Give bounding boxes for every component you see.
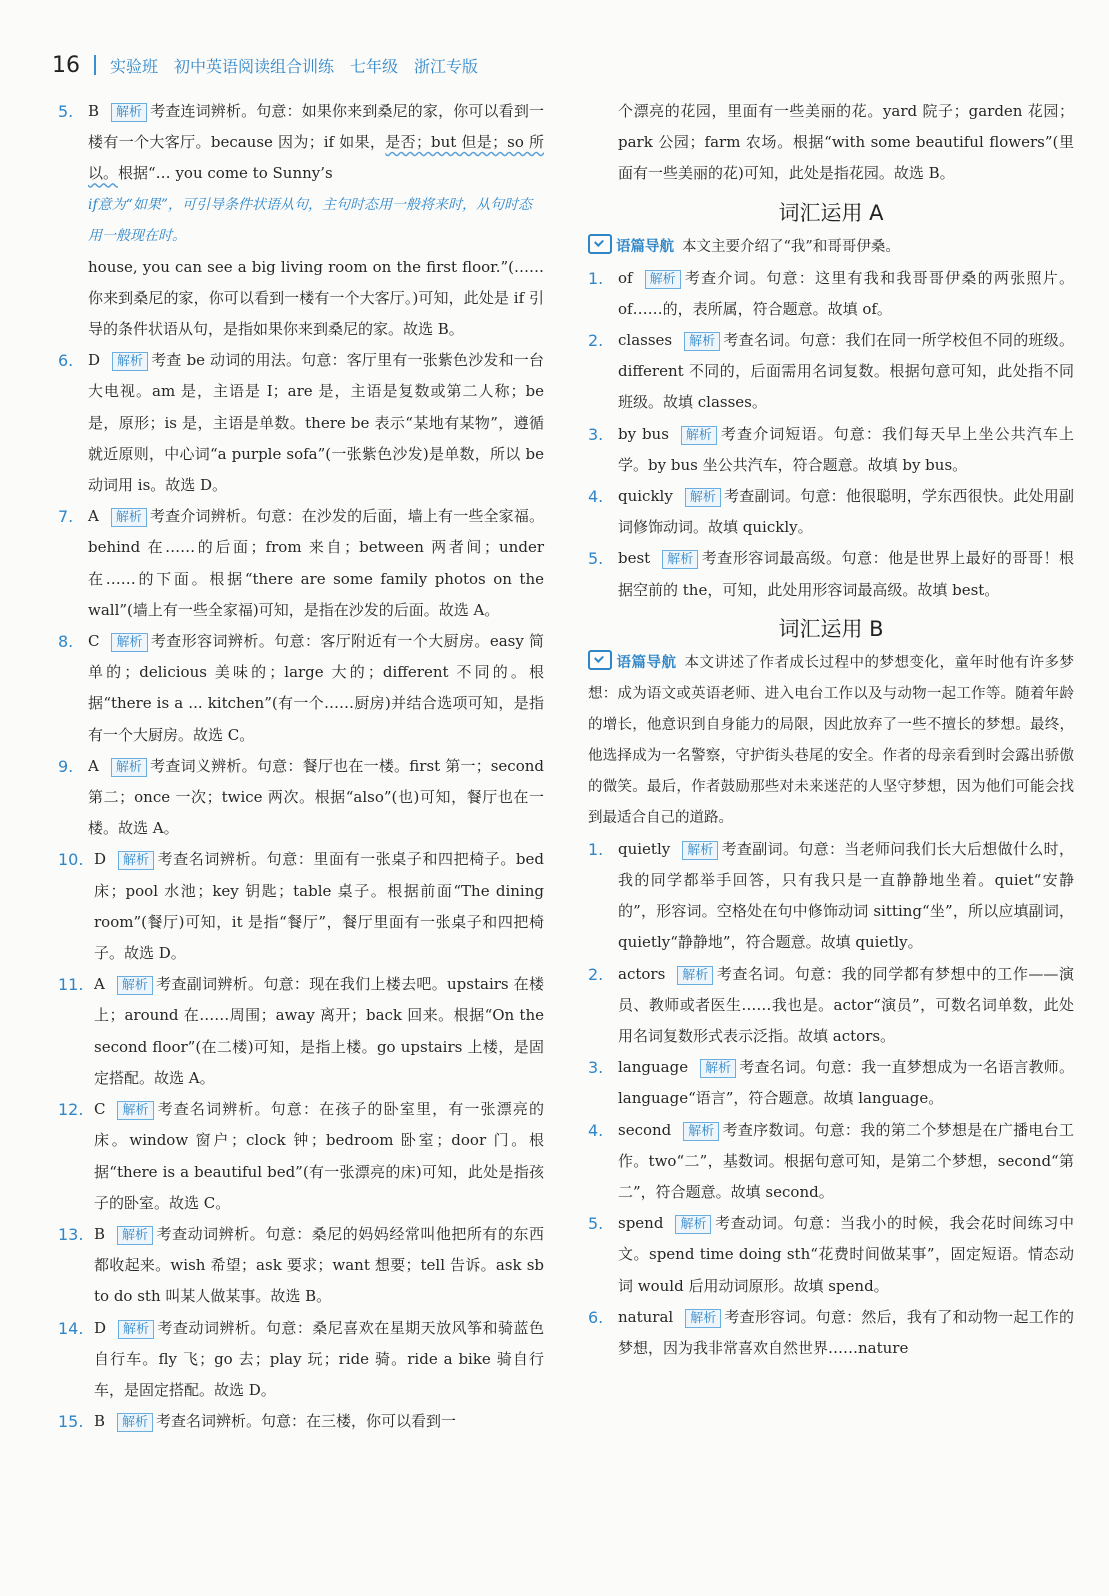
item-text: 考查介词短语。句意：我们每天早上坐公共汽车上学。by bus 坐公共汽车，符合题意。故填 by bus。 bbox=[618, 424, 1074, 474]
analysis-tag: 解析 bbox=[675, 1215, 711, 1234]
item-answer: D bbox=[88, 351, 101, 370]
guide-text: 本文讲述了作者成长过程中的梦想变化，童年时他有许多梦想：成为语文或英语老师、进入电台工作以及与动物一起工作等。随着年龄的增长，他意识到自身能力的局限，因此放弃了一些不擅长的梦想。最终，他选择成为一名警察，守护街头巷尾的安全。作者的母亲看到时会露出骄傲的微笑。最后，作者鼓励那些对未来迷茫的人坚守梦想，因为他们可能会找到最适合自己的道路。 bbox=[588, 654, 1074, 826]
analysis-tag: 解析 bbox=[117, 1413, 153, 1432]
header-item-edition: 浙江专版 bbox=[414, 56, 479, 76]
guide-label: 语篇导航 bbox=[616, 654, 677, 671]
item-answer: C bbox=[94, 1100, 106, 1119]
page-header bbox=[52, 50, 494, 80]
item-answer: D bbox=[94, 1318, 107, 1337]
answer-item bbox=[58, 969, 544, 1094]
item-answer: D bbox=[94, 850, 107, 869]
analysis-tag: 解析 bbox=[683, 1122, 719, 1141]
item-text: 考查序数词。句意：我的第二个梦想是在广播电台工作。two“二”，基数词。根据句意可知，是第二个梦想，second“第二”，符合题意。故填 second。 bbox=[618, 1120, 1074, 1202]
analysis-tag: 解析 bbox=[111, 103, 147, 122]
guide-text: 本文主要介绍了“我”和哥哥伊桑。 bbox=[682, 238, 900, 255]
analysis-tag: 解析 bbox=[117, 1101, 153, 1120]
analysis-tag: 解析 bbox=[117, 976, 153, 995]
analysis-tag: 解析 bbox=[682, 841, 718, 860]
answer-item bbox=[58, 96, 544, 190]
answer-item bbox=[588, 481, 1074, 543]
item-answer: language bbox=[618, 1058, 689, 1077]
answer-item bbox=[588, 1115, 1074, 1209]
item-answer: best bbox=[618, 549, 651, 568]
item-number: 14. bbox=[58, 1318, 84, 1338]
item-number: 3. bbox=[588, 1058, 604, 1078]
highlighted-text: 是否；but 但是；so 所以。 bbox=[88, 133, 544, 183]
guide-label: 语篇导航 bbox=[616, 238, 674, 255]
item-number: 4. bbox=[588, 1120, 604, 1140]
item-answer: B bbox=[94, 1224, 106, 1243]
item-text: 考查形容词。句意：然后，我有了和动物一起工作的梦想，因为我非常喜欢自然世界……nature bbox=[618, 1307, 1074, 1358]
item-answer: C bbox=[88, 632, 100, 651]
item-answer: spend bbox=[618, 1214, 664, 1233]
answer-item bbox=[58, 345, 544, 501]
item-number: 2. bbox=[588, 964, 604, 984]
section-title-a: 词汇运用 A bbox=[778, 200, 884, 225]
analysis-tag: 解析 bbox=[112, 352, 148, 371]
item-text: 考查动词辨析。句意：桑尼的妈妈经常叫他把所有的东西都收起来。wish 希望；ask 要求；want 想要；tell 告诉。ask sb to do sth 叫某人做某事。故选 B。 bbox=[94, 1224, 544, 1306]
answer-item bbox=[588, 959, 1074, 1053]
item-text: 考查 be 动词的用法。句意：客厅里有一张紫色沙发和一台大电视。am 是，主语是 I；are 是，主语是复数或第二人称；be 是，原形；is 是，主语是单数。there be 表示“某地有某物”，遵循就近原则，中心词“a purple sofa”(一张紫色沙发)是单数，所以 be 动词用 is。故选 D。 bbox=[88, 351, 544, 495]
section-title-b: 词汇运用 B bbox=[778, 616, 884, 641]
item-text: 根据“… you come to Sunny’s bbox=[118, 164, 333, 183]
answer-item bbox=[58, 844, 544, 969]
item-text: 考查名词辨析。句意：在三楼，你可以看到一 bbox=[156, 1412, 457, 1431]
answer-item bbox=[588, 1302, 1074, 1364]
item-text: 考查形容词最高级。句意：他是世界上最好的哥哥！根据空前的 the，可知，此处用形容词最高级。故填 best。 bbox=[618, 549, 1074, 599]
item-answer: B bbox=[88, 102, 100, 120]
item-text: 考查名词辨析。句意：里面有一张桌子和四把椅子。bed 床；pool 水池；key 钥匙；table 桌子。根据前面“The dining room”(餐厅)可知，it 是指“餐厅”，餐厅里面有一张桌子和四把椅子。故选 D。 bbox=[94, 850, 544, 963]
item-text: 考查动词。句意：当我小的时候，我会花时间练习中文。spend time doing sth“花费时间做某事”，固定短语。情态动词 would 后用动词原形。故填 spend。 bbox=[618, 1214, 1074, 1295]
item-continuation: house, you can see a big living room on the first floor.”(……你来到桑尼的家，你可以看到一楼有一个大客厅。)可知，此处是 if 引导的条件状语从句，是指如果你来到桑尼的家。故选 B。 bbox=[88, 257, 544, 339]
item-text: 考查副词辨析。句意：现在我们上楼去吧。upstairs 在楼上；around 在……周围；away 离开；back 回来。根据“On the second floor”(在二楼)可知，是指上楼。go upstairs 上楼，是固定搭配。故选 A。 bbox=[94, 975, 544, 1087]
right-column bbox=[588, 96, 1074, 1364]
item-text: 考查介词。句意：这里有我和我哥哥伊桑的两张照片。of……的，表所属，符合题意。故填 of。 bbox=[618, 268, 1074, 318]
analysis-tag: 解析 bbox=[118, 1320, 154, 1339]
item-text: 考查介词辨析。句意：在沙发的后面，墙上有一些全家福。behind 在……的后面；from 来自；between 两者间；under 在……的下面。根据“there are some family photos on the wall”(墙上有一些全家福)可知，是指在沙发的后面。故选 A。 bbox=[88, 507, 544, 619]
passage-guide bbox=[588, 648, 1074, 834]
item-number: 6. bbox=[588, 1307, 604, 1327]
answer-item bbox=[588, 834, 1074, 959]
item-answer: natural bbox=[618, 1307, 674, 1326]
item-continuation: 个漂亮的花园，里面有一些美丽的花。yard 院子；garden 花园；park 公园；farm 农场。根据“with some beautiful flowers”(里面有一些美丽的花)可知，此处是指花园。故选 B。 bbox=[618, 102, 1074, 183]
item-number: 7. bbox=[58, 507, 74, 527]
item-number: 13. bbox=[58, 1224, 84, 1244]
item-number: 5. bbox=[588, 1214, 604, 1234]
handwritten-note: if意为“如果”，可引导条件状语从句，主句时态用一般将来时，从句时态用一般现在时。 bbox=[88, 196, 532, 244]
analysis-tag: 解析 bbox=[645, 270, 681, 289]
left-column bbox=[58, 96, 544, 1437]
item-answer: quietly bbox=[618, 839, 671, 858]
item-answer: A bbox=[88, 507, 99, 526]
answer-item bbox=[58, 751, 544, 845]
answer-item bbox=[588, 263, 1074, 325]
answer-item bbox=[58, 1313, 544, 1407]
header-item-grade: 七年级 bbox=[350, 56, 399, 76]
item-number: 15. bbox=[58, 1412, 84, 1432]
header-item-class: 实验班 bbox=[110, 56, 159, 76]
answer-item bbox=[588, 543, 1074, 605]
passage-guide bbox=[588, 232, 1074, 263]
item-number: 1. bbox=[588, 839, 604, 859]
item-text: 考查名词。句意：我的同学都有梦想中的工作——演员、教师或者医生……我也是。actor“演员”，可数名词单数，此处用名词复数形式表示泛指。故填 actors。 bbox=[618, 964, 1074, 1046]
item-number: 12. bbox=[58, 1100, 84, 1120]
answer-item bbox=[58, 501, 544, 626]
item-text: 考查名词辨析。句意：在孩子的卧室里，有一张漂亮的床。window 窗户；clock 钟；bedroom 卧室；door 门。根据“there is a beautiful bed”(有一张漂亮的床)可知，此处是指孩子的卧室。故选 C。 bbox=[94, 1100, 544, 1212]
item-answer: classes bbox=[618, 331, 673, 350]
analysis-tag: 解析 bbox=[118, 851, 154, 870]
item-number: 5. bbox=[58, 102, 74, 121]
item-answer: quickly bbox=[618, 487, 673, 506]
analysis-tag: 解析 bbox=[111, 633, 147, 652]
item-answer: actors bbox=[618, 964, 666, 983]
answer-item bbox=[58, 1094, 544, 1219]
item-number: 8. bbox=[58, 632, 74, 652]
analysis-tag: 解析 bbox=[117, 1226, 153, 1245]
item-answer: second bbox=[618, 1120, 672, 1139]
page-number: 16 bbox=[52, 52, 80, 78]
book-check-icon bbox=[588, 650, 612, 670]
analysis-tag: 解析 bbox=[685, 488, 721, 507]
item-number: 5. bbox=[588, 549, 604, 569]
item-number: 6. bbox=[58, 351, 74, 371]
answer-item bbox=[588, 1052, 1074, 1114]
item-number: 3. bbox=[588, 424, 604, 444]
analysis-tag: 解析 bbox=[681, 426, 717, 445]
item-text: 考查副词。句意：当老师问我们长大后想做什么时，我的同学都举手回答，只有我只是一直静静地坐着。quiet“安静的”，形容词。空格处在句中修饰动词 sitting“坐”，所以应填副词，quietly“静静地”，符合题意。故填 quietly。 bbox=[618, 839, 1074, 952]
item-text: 考查副词。句意：他很聪明，学东西很快。此处用副词修饰动词。故填 quickly。 bbox=[618, 487, 1074, 537]
answer-item bbox=[588, 419, 1074, 481]
analysis-tag: 解析 bbox=[111, 758, 147, 777]
item-number: 2. bbox=[588, 331, 604, 351]
header-divider bbox=[94, 55, 96, 75]
item-answer: A bbox=[88, 756, 99, 775]
item-number: 1. bbox=[588, 268, 604, 288]
answer-item bbox=[588, 1208, 1074, 1302]
item-answer: A bbox=[94, 975, 105, 994]
analysis-tag: 解析 bbox=[677, 966, 713, 985]
analysis-tag: 解析 bbox=[111, 508, 147, 527]
item-text: 考查连词辨析。句意：如果你来到桑尼的家，你可以看到一楼有一个大客厅。because 因为；if 如果， bbox=[88, 102, 544, 152]
answer-item bbox=[588, 325, 1074, 419]
analysis-tag: 解析 bbox=[685, 1309, 721, 1328]
analysis-tag: 解析 bbox=[662, 550, 698, 569]
item-answer: B bbox=[94, 1412, 106, 1431]
answer-item bbox=[58, 1219, 544, 1313]
item-text: 考查词义辨析。句意：餐厅也在一楼。first 第一；second 第二；once 一次；twice 两次。根据“also”(也)可知，餐厅也在一楼。故选 A。 bbox=[88, 756, 544, 838]
item-text: 考查动词辨析。句意：桑尼喜欢在星期天放风筝和骑蓝色自行车。fly 飞；go 去；play 玩；ride 骑。ride a bike 骑自行车，是固定搭配。故选 D。 bbox=[94, 1318, 544, 1399]
item-text: 考查形容词辨析。句意：客厅附近有一个大厨房。easy 简单的；delicious 美味的；large 大的；different 不同的。根据“there is a ... kitchen”(有一个……厨房)并结合选项可知，是指有一个大厨房。故选 C。 bbox=[88, 632, 544, 744]
analysis-tag: 解析 bbox=[684, 332, 720, 351]
book-check-icon bbox=[588, 234, 612, 254]
answer-item bbox=[58, 626, 544, 751]
analysis-tag: 解析 bbox=[700, 1059, 736, 1078]
item-number: 4. bbox=[588, 487, 604, 507]
item-text: 考查名词。句意：我一直梦想成为一名语言教师。language“语言”，符合题意。故填 language。 bbox=[618, 1058, 1074, 1108]
item-number: 9. bbox=[58, 756, 74, 776]
item-answer: of bbox=[618, 268, 633, 287]
header-item-book: 初中英语阅读组合训练 bbox=[174, 56, 335, 76]
item-text: 考查名词。句意：我们在同一所学校但不同的班级。different 不同的，后面需用名词复数。根据句意可知，此处指不同班级。故填 classes。 bbox=[618, 331, 1074, 412]
item-answer: by bus bbox=[618, 424, 669, 443]
item-number: 10. bbox=[58, 850, 84, 870]
answer-item bbox=[58, 1406, 544, 1437]
item-number: 11. bbox=[58, 975, 84, 995]
